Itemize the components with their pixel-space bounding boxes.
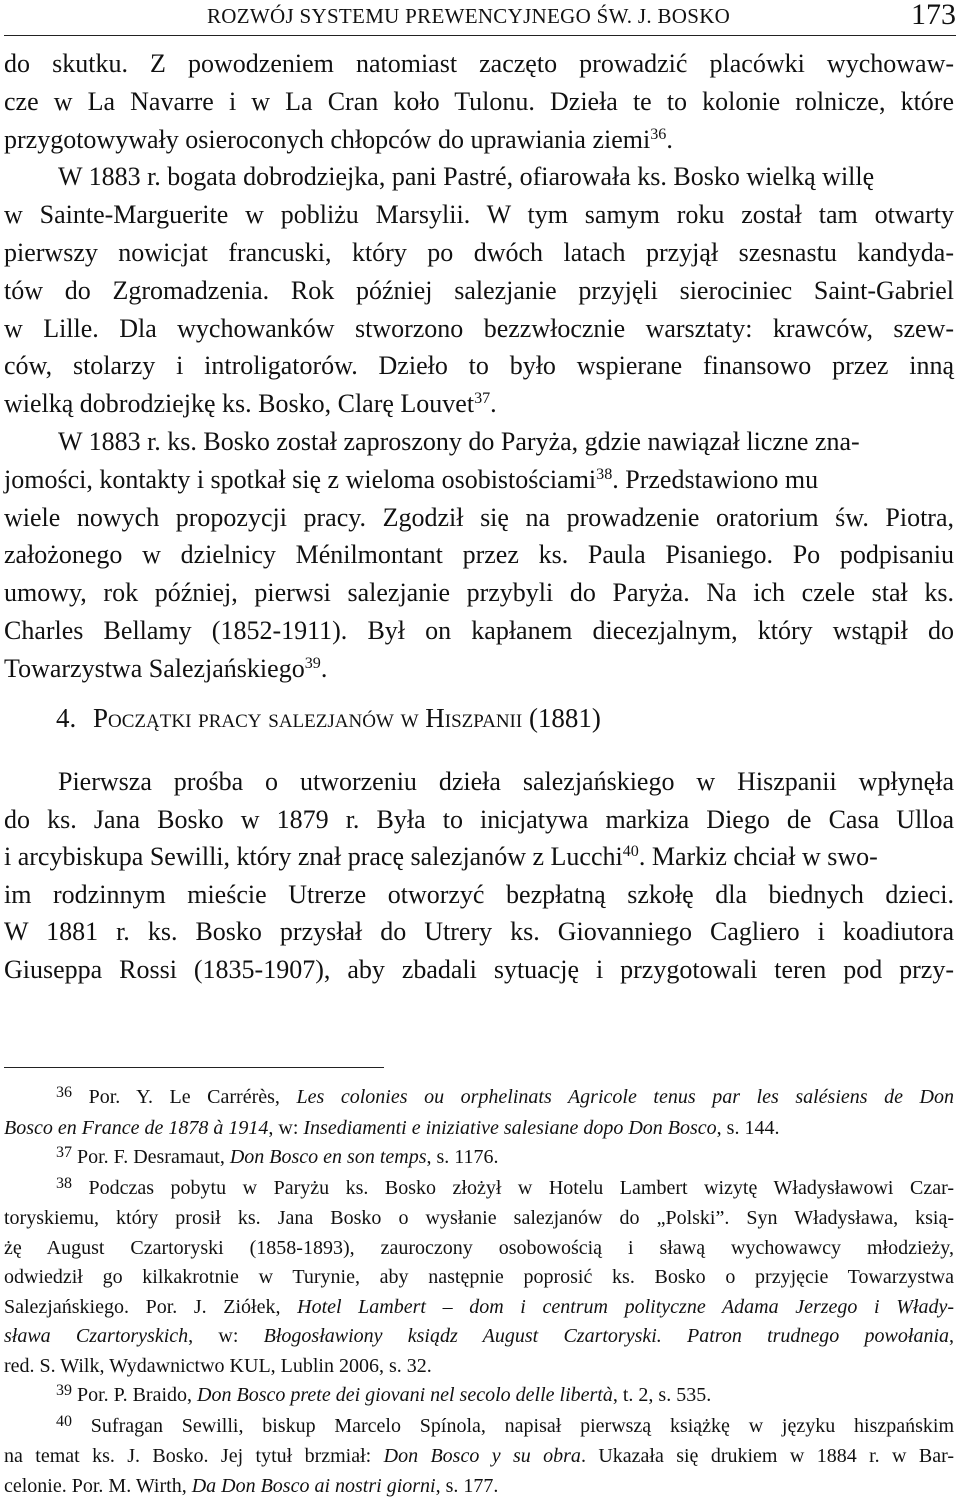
footnote-40 (4, 1412, 954, 1501)
footnote-ref-37: 37 (474, 390, 490, 407)
footnote-number: 36 (56, 1084, 72, 1101)
text-line: W 1883 r. ks. Bosko został zaproszony do Paryża, gdzie nawiązał liczne zna- (4, 423, 954, 461)
text-line: $^{36}$ Por. Y. Le Carrérès, Les colonies ou orphelinats Agricole tenus par les salésiens de Don (4, 1083, 954, 1114)
text-line: Pierwsza prośba o utworzeniu dzieła salezjańskiego w Hiszpanii wpłynęła (4, 763, 954, 801)
text-line: cze w La Navarre i w La Cran koło Tulonu. Dzieła te to kolonie rolnicze, które (4, 83, 954, 121)
text-line: wiele nowych propozycji pracy. Zgodził się na prowadzenie oratorium św. Piotra, (4, 499, 954, 537)
text-line: żę August Czartoryski (1858-1893), zauroczony osobowością i sławą wychowawcy młodzieży, (4, 1234, 954, 1264)
text-line: celonie. Por. M. Wirth, Da Don Bosco ai nostri giorni, s. 177. (4, 1472, 954, 1501)
footnote-37 (4, 1143, 954, 1174)
text-line: $^{38}$ Podczas pobytu w Paryżu ks. Bosko złożył w Hotelu Lambert wizytę Władysławowi Czar- (4, 1174, 954, 1205)
footnote-39 (4, 1381, 954, 1412)
text-line: Towarzystwa Salezjańskiego$^{39}$. (4, 650, 954, 688)
text-line: wielką dobrodziejkę ks. Bosko, Clarę Louvet$^{37}$. (4, 385, 954, 423)
text-line: ców, stolarzy i introligatorów. Dzieło to było wspierane finansowo przez inną (4, 347, 954, 385)
footnote-ref-38: 38 (596, 466, 612, 483)
text-line: W 1881 r. ks. Bosko przysłał do Utrery ks. Giovanniego Cagliero i koadiutora (4, 913, 954, 951)
footnote-ref-36: 36 (650, 126, 666, 143)
body-text-part-2 (4, 763, 954, 989)
footnotes (4, 1083, 954, 1501)
text-line: red. S. Wilk, Wydawnictwo KUL, Lublin 2006, s. 32. (4, 1352, 954, 1382)
footnote-number: 38 (56, 1175, 72, 1192)
text-line: w Sainte-Marguerite w pobliżu Marsylii. W tym samym roku został tam otwarty (4, 196, 954, 234)
footnote-number: 40 (56, 1413, 72, 1430)
footnote-number: 39 (56, 1382, 72, 1399)
section-number: 4. (56, 703, 76, 733)
text-line: Giuseppa Rossi (1835-1907), aby zbadali sytuację i przygotowali teren pod przy- (4, 951, 954, 989)
text-line: tów do Zgromadzenia. Rok później salezjanie przyjęli sierociniec Saint-Gabriel (4, 272, 954, 310)
text-line: do skutku. Z powodzeniem natomiast zaczęto prowadzić placówki wychowaw- (4, 45, 954, 83)
text-line: $^{37}$ Por. F. Desramaut, Don Bosco en son temps, s. 1176. (4, 1143, 954, 1174)
footnote-number: 37 (56, 1144, 72, 1161)
page-number: 173 (911, 0, 956, 32)
text-line: $^{39}$ Por. P. Braido, Don Bosco prete dei giovani nel secolo delle libertà, t. 2, s. 535. (4, 1381, 954, 1412)
text-line: w Lille. Dla wychowanków stworzono bezzwłocznie warsztaty: krawców, szew- (4, 310, 954, 348)
text-line: im rodzinnym mieście Utrerze otworzyć bezpłatną szkołę dla biednych dzieci. (4, 876, 954, 914)
text-line: umowy, rok później, pierwsi salezjanie przybyli do Paryża. Na ich czele stał ks. (4, 574, 954, 612)
body-text-part-1 (4, 45, 954, 688)
section-title: Początki pracy salezjanów w Hiszpanii (1881) (93, 703, 601, 733)
footnote-ref-39: 39 (305, 655, 321, 672)
text-line: Salezjańskiego. Por. J. Ziółek, Hotel Lambert – dom i centrum polityczne Adama Jerzego i Włady- (4, 1293, 954, 1323)
running-head: ROZWÓJ SYSTEMU PREWENCYJNEGO ŚW. J. BOSKO (207, 4, 730, 29)
text-line: odwiedził go kilkakrotnie w Turynie, aby następnie poprosić ks. Bosko o przyjęcie Towarzystwa (4, 1263, 954, 1293)
section-heading (56, 700, 601, 737)
text-line: i arcybiskupa Sewilli, który znał pracę salezjanów z Lucchi$^{40}$. Markiz chciał w swo- (4, 838, 954, 876)
header-rule (4, 35, 956, 36)
text-line: jomości, kontakty i spotkał się z wieloma osobistościami$^{38}$. Przedstawiono mu (4, 461, 954, 499)
text-line: Bosco en France de 1878 à 1914, w: Insediamenti e iniziative salesiane dopo Don Bosco, s. 144. (4, 1114, 954, 1144)
footnote-36 (4, 1083, 954, 1143)
footnote-ref-40: 40 (623, 843, 639, 860)
footnote-rule (4, 1067, 384, 1068)
text-line: sława Czartoryskich, w: Błogosławiony ksiądz August Czartoryski. Patron trudnego powołania, (4, 1322, 954, 1352)
text-line: przygotowywały osieroconych chłopców do uprawiania ziemi$^{36}$. (4, 121, 954, 159)
text-line: toryskiemu, który prosił ks. Jana Bosko o wysłanie salezjanów do „Polski”. Syn Władysława, ksią- (4, 1204, 954, 1234)
text-line: do ks. Jana Bosko w 1879 r. Była to inicjatywa markiza Diego de Casa Ulloa (4, 801, 954, 839)
text-line: założonego w dzielnicy Ménilmontant przez ks. Paula Pisaniego. Po podpisaniu (4, 536, 954, 574)
text-line: Charles Bellamy (1852-1911). Był on kapłanem diecezjalnym, który wstąpił do (4, 612, 954, 650)
page-header (4, 2, 956, 36)
footnote-38 (4, 1174, 954, 1382)
text-line: pierwszy nowicjat francuski, który po dwóch latach przyjął szesnastu kandyda- (4, 234, 954, 272)
text-line: $^{40}$ Sufragan Sewilli, biskup Marcelo Spínola, napisał pierwszą książkę w języku hiszpańskim (4, 1412, 954, 1443)
text-line: na temat ks. J. Bosko. Jej tytuł brzmiał: Don Bosco y su obra. Ukazała się drukiem w 1884 r. w Bar- (4, 1442, 954, 1472)
text-line: W 1883 r. bogata dobrodziejka, pani Pastré, ofiarowała ks. Bosko wielką willę (4, 158, 954, 196)
